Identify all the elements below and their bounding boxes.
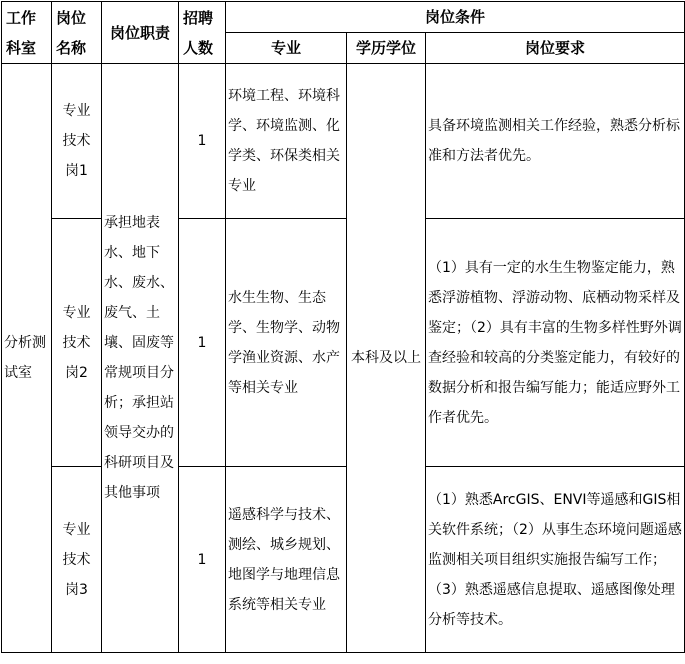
header-position-name: 岗位名称: [52, 2, 102, 64]
header-office: 工作科室: [2, 2, 52, 64]
duties-cell: 承担地表水、地下水、废水、废气、土壤、固废等常规项目分析；承担站领导交办的科研项目及其他事项: [102, 64, 179, 653]
major-cell: 环境工程、环境科学、环境监测、化学类、环保类相关专业: [226, 64, 347, 219]
degree-cell: 本科及以上: [347, 64, 426, 653]
headcount-cell: 1: [179, 467, 226, 653]
header-major: 专业: [226, 33, 347, 64]
headcount-cell: 1: [179, 64, 226, 219]
headcount-cell: 1: [179, 219, 226, 467]
requirement-cell: （1）具有一定的水生生物鉴定能力，熟悉浮游植物、浮游动物、底栖动物采样及鉴定；（2）具有丰富的生物多样性野外调查经验和较高的分类鉴定能力，有较好的数据分析和报告编写能力；能适应野外工作者优先。: [426, 219, 685, 467]
position-cell: 专业技术岗3: [52, 467, 102, 653]
header-duties: 岗位职责: [102, 2, 179, 64]
header-degree: 学历学位: [347, 33, 426, 64]
header-requirements: 岗位要求: [426, 33, 685, 64]
requirement-cell: （1）熟悉ArcGIS、ENVI等遥感和GIS相关软件系统；（2）从事生态环境问题遥感监测相关项目组织实施报告编写工作；（3）熟悉遥感信息提取、遥感图像处理分析等技术。: [426, 467, 685, 653]
header-conditions: 岗位条件: [226, 2, 685, 33]
major-cell: 遥感科学与技术、测绘、城乡规划、地图学与地理信息系统等相关专业: [226, 467, 347, 653]
job-requirements-table: [1, 1, 685, 653]
position-cell: 专业技术岗2: [52, 219, 102, 467]
header-headcount: 招聘人数: [179, 2, 226, 64]
major-cell: 水生生物、生态学、生物学、动物学渔业资源、水产等相关专业: [226, 219, 347, 467]
office-cell: 分析测试室: [2, 64, 52, 653]
position-cell: 专业技术岗1: [52, 64, 102, 219]
requirement-cell: 具备环境监测相关工作经验，熟悉分析标准和方法者优先。: [426, 64, 685, 219]
